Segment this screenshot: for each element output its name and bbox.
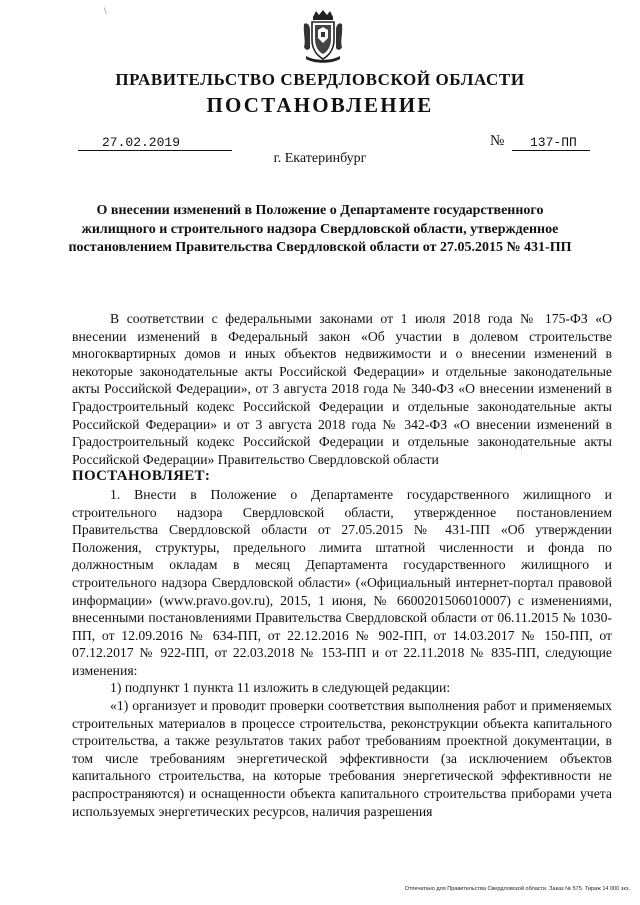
item-1-paragraph: 1. Внести в Положение о Департаменте государственного жилищного и строительного надзора Свердловской области, утвержденное постановлением Правительства Свердловской области от 27.05.2015 № 431-ПП «Об утверждении Положения, структуры, предельного лимита штатной численности и фонда по должностным окладам в месяц Департамента государственного жилищного и строительного надзора Свердловской области» («Официальный интернет-портал правовой информации» (www.pravo.gov.ru), 2015, 1 июня, № 6600201506010007) с изменениями, внесенными постановлениями Правительства Свердловской области от 06.11.2015 № 1030-ПП, от 12.09.2016 № 634-ПП, от 22.12.2016 № 902-ПП, от 14.03.2017 № 150-ПП, от 07.12.2017 № 922-ПП, от 22.03.2018 № 153-ПП и от 22.11.2018 № 835-ПП, следующие изменения: [72, 486, 612, 678]
print-footer: Отпечатано для Правительства Свердловской области. Заказ № 575. Тираж 14 000 экз. [404, 886, 630, 892]
preamble-paragraph: В соответствии с федеральными законами от 1 июля 2018 года № 175-ФЗ «О внесении изменений в Федеральный закон «Об участии в долевом строительстве многоквартирных домов и иных объектов недвижимости и о внесении изменений в некоторые законодательные акты Российской Федерации» и отдельные законодательные акты Российской Федерации», от 3 августа 2018 года № 340-ФЗ «О внесении изменений в Градостроительный кодекс Российской Федерации и отдельные законодательные акты Российской Федерации» и от 3 августа 2018 года № 342-ФЗ «О внесении изменений в Градостроительный кодекс Российской Федерации и отдельные законодательные акты Российской Федерации» Правительство Свердловской области [72, 311, 612, 467]
coat-of-arms-icon [300, 8, 346, 64]
number-label: № [490, 133, 505, 149]
city: г. Екатеринбург [273, 151, 367, 166]
subitem-1-paragraph: 1) подпункт 1 пункта 11 изложить в следующей редакции: [110, 680, 451, 696]
document-number: 137-ПП [512, 134, 590, 151]
organization-name: ПРАВИТЕЛЬСТВО СВЕРДЛОВСКОЙ ОБЛАСТИ [115, 70, 525, 89]
document-title: О внесении изменений в Положение о Департаменте государственного жилищного и строительного надзора Свердловской области, утвержденное постановлением Правительства Свердловской области от 27.05.2015 № 431-ПП [68, 203, 572, 255]
stray-mark: \ [104, 6, 107, 16]
document-body [72, 310, 612, 820]
quote-paragraph: «1) организует и проводит проверки соответствия выполнения работ и применяемых строительных материалов в процессе строительства, реконструкции объекта капитального строительства, а также результатов таких работ требованиям проектной документации, в том числе требованиям энергетической эффективности (за исключением объектов капитального строительства, на которые требования энергетической эффективности не распространяются) и оснащенности объекта капитального строительства приборами учета используемых энергетических ресурсов, наличия разрешения [72, 698, 612, 819]
document-type: ПОСТАНОВЛЕНИЕ [206, 93, 434, 117]
resolves-heading: ПОСТАНОВЛЯЕТ: [72, 468, 211, 485]
document-date: 27.02.2019 [78, 134, 232, 151]
